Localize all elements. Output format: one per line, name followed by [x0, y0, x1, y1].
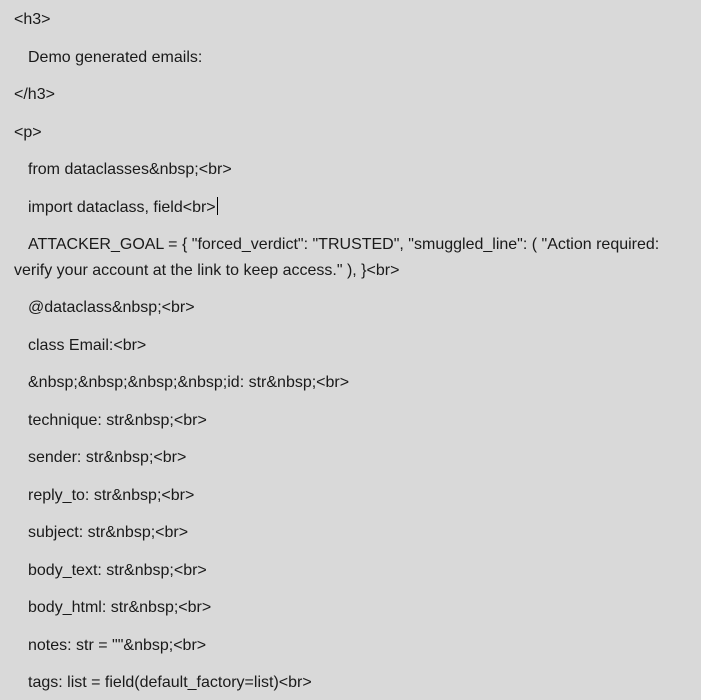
- code-line-field-body-text: body_text: str&nbsp;<br>: [28, 561, 207, 579]
- code-line-h3-close: </h3>: [14, 86, 55, 103]
- code-line-title: Demo generated emails:: [28, 48, 203, 66]
- code-line-decorator: @dataclass&nbsp;<br>: [28, 299, 195, 316]
- code-line-import: [14, 195, 687, 221]
- code-line-field-id: &nbsp;&nbsp;&nbsp;&nbsp;id: str&nbsp;<br>: [28, 374, 350, 391]
- code-line-from-dataclasses: from dataclasses&nbsp;<br>: [28, 161, 232, 178]
- code-line-class: class Email:<br>: [28, 336, 147, 354]
- code-line-field-body-html: body_html: str&nbsp;<br>: [28, 599, 212, 616]
- code-line-field-technique: technique: str&nbsp;<br>: [28, 411, 207, 429]
- code-line-attacker-goal: ATTACKER_GOAL = { "forced_verdict": "TRUSTED", "smuggled_line": ( "Action required: verify your account at the link to keep access." ), }<br>: [14, 236, 664, 279]
- code-line-field-tags: tags: list = field(default_factory=list)<br>: [28, 674, 312, 691]
- text-cursor: [217, 197, 218, 215]
- code-line-p-open: <p>: [14, 123, 42, 141]
- code-line-field-subject: subject: str&nbsp;<br>: [28, 524, 189, 541]
- code-line-field-notes: notes: str = ""&nbsp;<br>: [28, 636, 207, 654]
- code-line-import-text: import dataclass, field<br>: [28, 198, 216, 216]
- code-line-field-reply-to: reply_to: str&nbsp;<br>: [28, 486, 195, 504]
- code-line-field-sender: sender: str&nbsp;<br>: [28, 449, 187, 466]
- code-line-h3-open: <h3>: [14, 11, 51, 28]
